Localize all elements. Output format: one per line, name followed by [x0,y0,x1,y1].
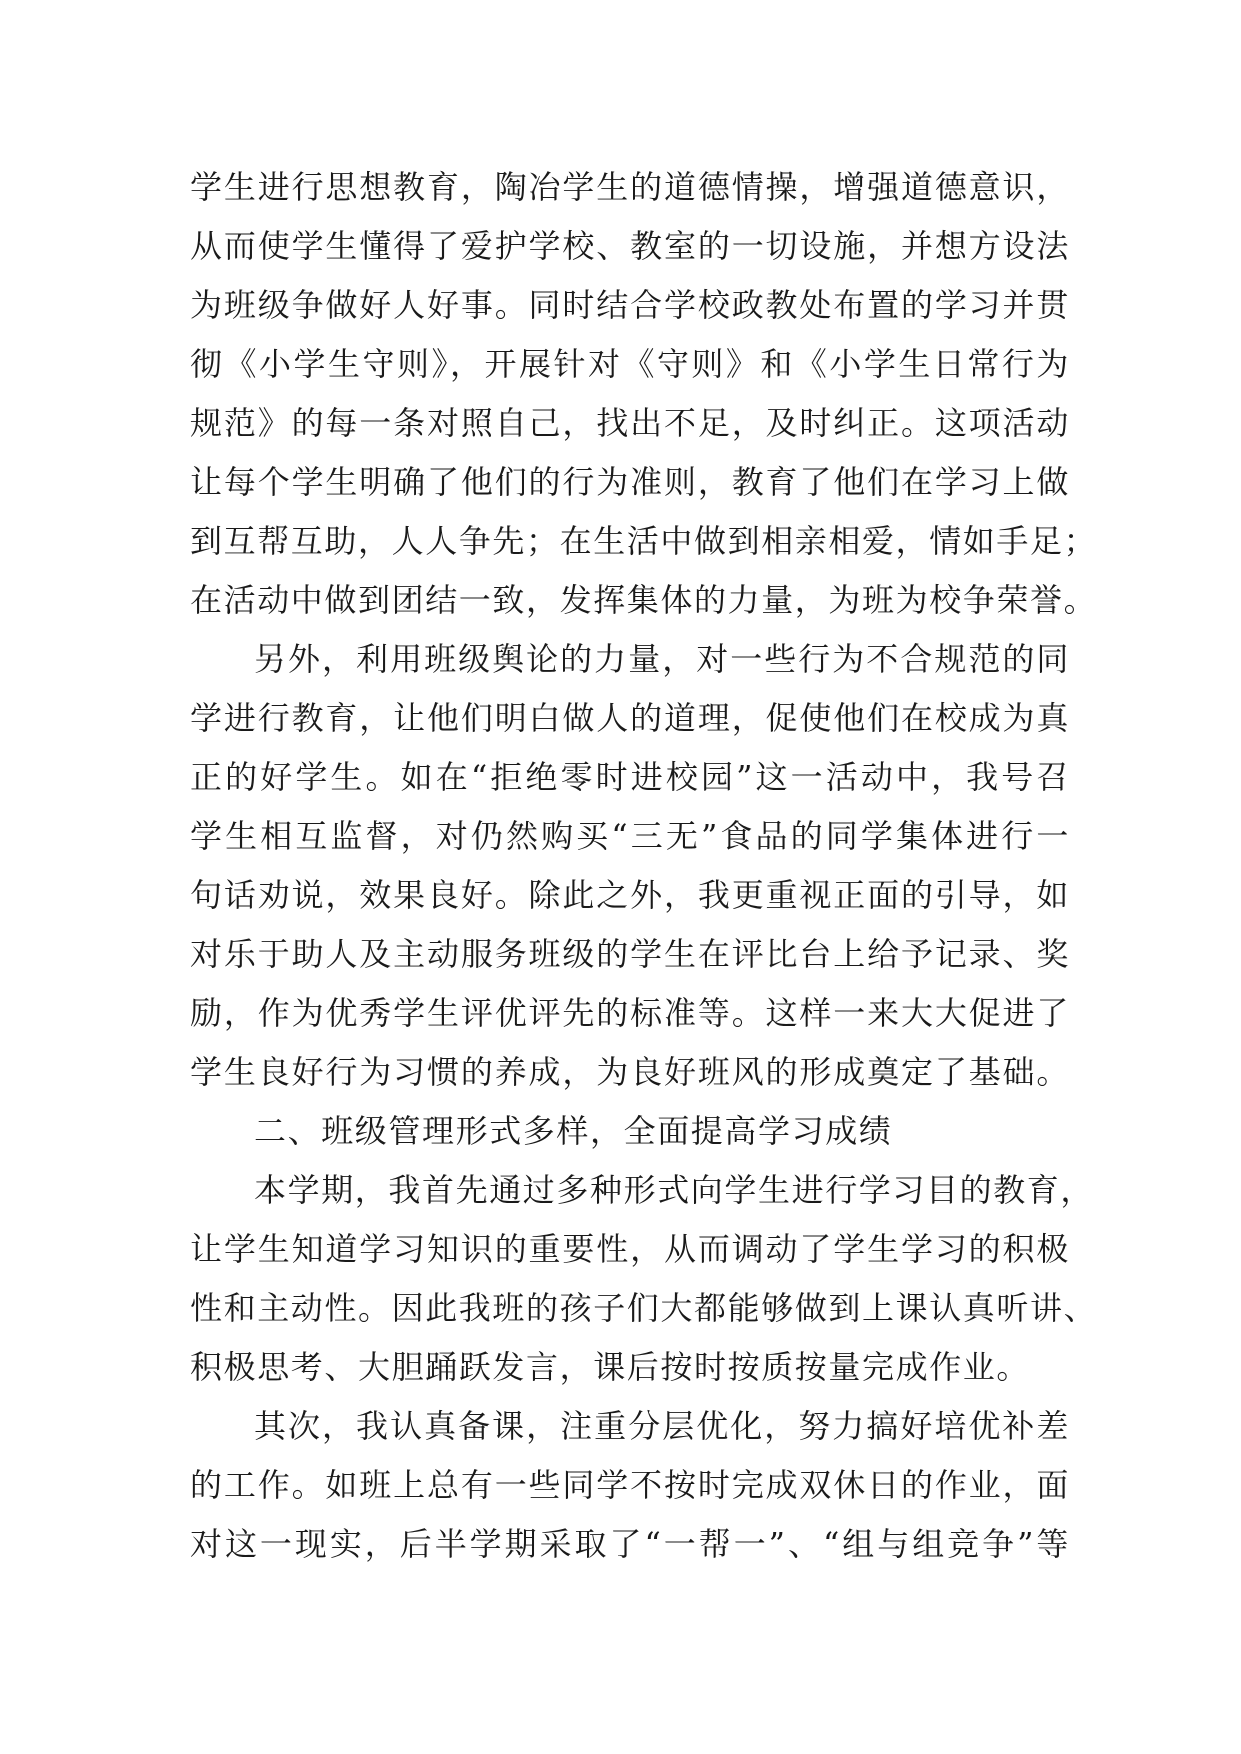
text-line: 性和主动性。因此我班的孩子们大都能够做到上课认真听讲、 [190,1289,1098,1327]
text-line: 积极思考、大胆踊跃发言，课后按时按质按量完成作业。 [190,1348,1031,1386]
text-line: 正的好学生。如在“拒绝零时进校园”这一活动中，我号召 [190,758,1070,796]
text-line: 句话劝说，效果良好。除此之外，我更重视正面的引导，如 [190,876,1070,914]
body-text [190,158,1098,1574]
text-line: 学生良好行为习惯的养成，为良好班风的形成奠定了基础。 [190,1053,1070,1091]
text-line: 让学生知道学习知识的重要性，从而调动了学生学习的积极 [190,1230,1070,1268]
text-line: 学生进行思想教育，陶冶学生的道德情操，增强道德意识， [190,168,1070,206]
paragraph-start-line: 其次，我认真备课，注重分层优化，努力搞好培优补差 [254,1407,1070,1445]
text-line: 从而使学生懂得了爱护学校、教室的一切设施，并想方设法 [190,227,1070,265]
text-line: 让每个学生明确了他们的行为准则，教育了他们在学习上做 [190,463,1070,501]
text-line: 规范》的每一条对照自己，找出不足，及时纠正。这项活动 [190,404,1070,442]
paragraph-start-line: 另外，利用班级舆论的力量，对一些行为不合规范的同 [254,640,1070,678]
text-line: 彻《小学生守则》，开展针对《守则》和《小学生日常行为 [190,345,1070,383]
text-line: 到互帮互助，人人争先；在生活中做到相亲相爱，情如手足； [190,522,1098,560]
text-line: 学进行教育，让他们明白做人的道理，促使他们在校成为真 [190,699,1070,737]
text-line: 对这一现实，后半学期采取了“一帮一”、“组与组竞争”等 [190,1525,1070,1563]
paragraph-start-line: 本学期，我首先通过多种形式向学生进行学习目的教育， [254,1171,1095,1209]
text-line: 为班级争做好人好事。同时结合学校政教处布置的学习并贯 [190,286,1070,324]
text-line: 在活动中做到团结一致，发挥集体的力量，为班为校争荣誉。 [190,581,1098,619]
text-line: 的工作。如班上总有一些同学不按时完成双休日的作业，面 [190,1466,1070,1504]
text-line: 对乐于助人及主动服务班级的学生在评比台上给予记录、奖 [190,935,1070,973]
text-line: 励，作为优秀学生评优评先的标准等。这样一来大大促进了 [190,994,1070,1032]
text-line: 学生相互监督，对仍然购买“三无”食品的同学集体进行一 [190,817,1070,855]
section-heading: 二、班级管理形式多样，全面提高学习成绩 [254,1112,893,1150]
